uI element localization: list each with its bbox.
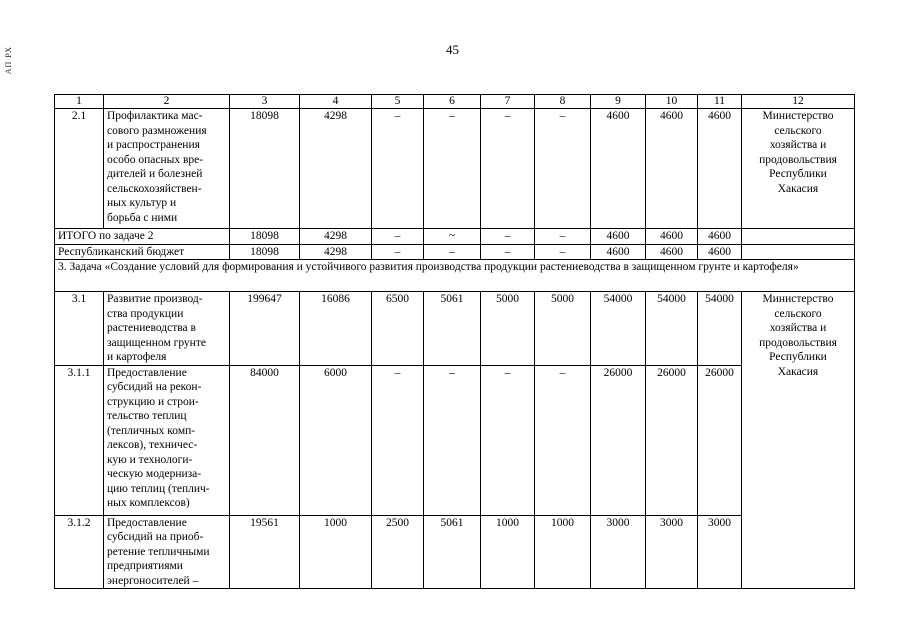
value-cell: 84000: [230, 365, 300, 515]
row-number: 3.1: [55, 292, 104, 366]
value-cell: 18098: [230, 109, 300, 229]
value-cell: 54000: [698, 292, 742, 366]
column-header: 11: [698, 95, 742, 109]
value-cell: 3000: [591, 515, 646, 589]
total-row: [55, 229, 855, 245]
value-cell: 2500: [372, 515, 424, 589]
value-cell: 26000: [646, 365, 698, 515]
column-header: 9: [591, 95, 646, 109]
value-cell: 6000: [300, 365, 372, 515]
value-cell: –: [424, 109, 481, 229]
column-header: 6: [424, 95, 481, 109]
column-header: 1: [55, 95, 104, 109]
measure-name: Профилактика мас- сового размножения и распространения особо опасных вре- дителей и болезней сельскохозяйствен- ных культур и борьба с ними: [104, 109, 230, 229]
value-cell: 6500: [372, 292, 424, 366]
table-row: [55, 515, 855, 589]
value-cell: –: [481, 244, 535, 260]
value-cell: –: [481, 365, 535, 515]
value-cell: –: [372, 365, 424, 515]
value-cell: 4600: [646, 229, 698, 245]
task-title: 3. Задача «Создание условий для формирования и устойчивого развития производства продукции растениеводства в защищенном грунте и картофеля»: [55, 260, 855, 292]
value-cell: –: [481, 229, 535, 245]
value-cell: –: [535, 229, 591, 245]
value-cell: 1000: [535, 515, 591, 589]
value-cell: 16086: [300, 292, 372, 366]
column-header: 3: [230, 95, 300, 109]
value-cell: 5000: [481, 292, 535, 366]
row-number: 3.1.2: [55, 515, 104, 589]
value-cell: 4298: [300, 229, 372, 245]
column-header: 5: [372, 95, 424, 109]
total-label: ИТОГО по задаче 2: [55, 229, 230, 245]
value-cell: 4600: [698, 229, 742, 245]
responsible-ministry: Министерство сельского хозяйства и продовольствия Республики Хакасия: [742, 109, 855, 229]
value-cell: 5061: [424, 515, 481, 589]
value-cell: 4298: [300, 244, 372, 260]
row-number: 3.1.1: [55, 365, 104, 515]
value-cell: 18098: [230, 229, 300, 245]
value-cell: 4600: [646, 109, 698, 229]
value-cell: 26000: [591, 365, 646, 515]
measure-name: Предоставление субсидий на приоб- ретение тепличными предприятиями энергоносителей –: [104, 515, 230, 589]
budget-label: Республиканский бюджет: [55, 244, 230, 260]
value-cell: –: [424, 244, 481, 260]
value-cell: 5000: [535, 292, 591, 366]
value-cell: 3000: [698, 515, 742, 589]
measure-name: Развитие производ- ства продукции растениеводства в защищенном грунте и картофеля: [104, 292, 230, 366]
value-cell: –: [372, 244, 424, 260]
page-number: 45: [446, 42, 459, 57]
value-cell: 4600: [591, 229, 646, 245]
value-cell: 26000: [698, 365, 742, 515]
empty-cell: [742, 229, 855, 245]
value-cell: 4600: [646, 244, 698, 260]
value-cell: 18098: [230, 244, 300, 260]
value-cell: –: [535, 109, 591, 229]
responsible-ministry: Министерство сельского хозяйства и продовольствия Республики Хакасия: [742, 292, 855, 589]
table-row: [55, 292, 855, 366]
value-cell: 1000: [481, 515, 535, 589]
empty-cell: [742, 244, 855, 260]
value-cell: 4600: [591, 109, 646, 229]
value-cell: 54000: [646, 292, 698, 366]
value-cell: ~: [424, 229, 481, 245]
value-cell: –: [535, 365, 591, 515]
value-cell: –: [481, 109, 535, 229]
table-row: [55, 365, 855, 515]
header-row: [55, 95, 855, 109]
table-row: [55, 109, 855, 229]
column-header: 2: [104, 95, 230, 109]
value-cell: 19561: [230, 515, 300, 589]
margin-stamp: АП РХ: [4, 46, 13, 75]
value-cell: 4600: [591, 244, 646, 260]
value-cell: 199647: [230, 292, 300, 366]
value-cell: –: [372, 109, 424, 229]
value-cell: 54000: [591, 292, 646, 366]
program-table: [54, 94, 855, 589]
value-cell: 4600: [698, 244, 742, 260]
column-header: 8: [535, 95, 591, 109]
value-cell: –: [424, 365, 481, 515]
value-cell: 1000: [300, 515, 372, 589]
budget-row: [55, 244, 855, 260]
column-header: 10: [646, 95, 698, 109]
measure-name: Предоставление субсидий на рекон- струкцию и строи- тельство теплиц (тепличных комп- лексов), техничес- кую и технологи- ческую модерниза- цию теплиц (теплич- ных комплексов): [104, 365, 230, 515]
task-header-row: [55, 260, 855, 292]
value-cell: –: [535, 244, 591, 260]
column-header: 4: [300, 95, 372, 109]
row-number: 2.1: [55, 109, 104, 229]
value-cell: 3000: [646, 515, 698, 589]
value-cell: 5061: [424, 292, 481, 366]
column-header: 7: [481, 95, 535, 109]
value-cell: 4600: [698, 109, 742, 229]
column-header: 12: [742, 95, 855, 109]
value-cell: –: [372, 229, 424, 245]
value-cell: 4298: [300, 109, 372, 229]
